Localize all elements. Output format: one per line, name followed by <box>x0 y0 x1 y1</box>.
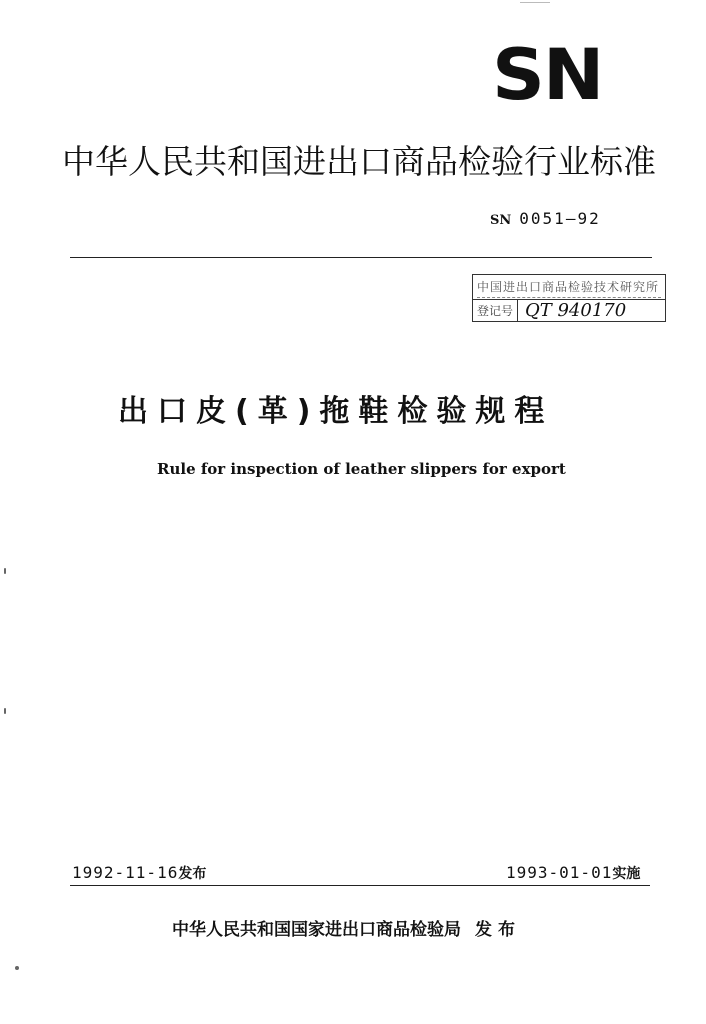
standard-code-number: 0051—92 <box>519 209 601 228</box>
issuing-authority <box>172 917 521 943</box>
scan-speck <box>15 966 19 970</box>
scan-speck <box>4 708 6 714</box>
footer-divider <box>70 885 650 886</box>
org-standard-title: 中华人民共和国进出口商品检验行业标准 <box>62 142 656 181</box>
sn-logo: SN <box>492 34 603 116</box>
scan-speck <box>520 2 550 3</box>
implementation-date-value: 1993-01-01 <box>506 863 613 882</box>
header-divider <box>70 257 652 258</box>
scan-speck <box>4 568 6 574</box>
issue-date-label: 发布 <box>178 866 207 882</box>
issuer-action: 发布 <box>475 920 521 940</box>
stamp-registration-number: QT 940170 <box>525 300 627 321</box>
stamp-label: 登记号 <box>477 304 514 318</box>
issue-date <box>72 862 206 885</box>
stamp-divider <box>517 300 518 322</box>
standard-code-prefix: SN <box>490 213 512 228</box>
standard-code <box>490 208 601 232</box>
document-title-zh: 出口皮(革)拖鞋检验规程 <box>118 394 554 429</box>
stamp-institute: 中国进出口商品检验技术研究所 <box>477 277 661 298</box>
registration-stamp <box>472 274 666 322</box>
implementation-date <box>506 862 640 885</box>
implementation-date-label: 实施 <box>612 866 641 882</box>
stamp-registration-row <box>473 299 665 322</box>
document-title-en: Rule for inspection of leather slippers for export <box>157 460 566 478</box>
issue-date-value: 1992-11-16 <box>72 863 179 882</box>
issuer-name: 中华人民共和国国家进出口商品检验局 <box>172 920 461 940</box>
